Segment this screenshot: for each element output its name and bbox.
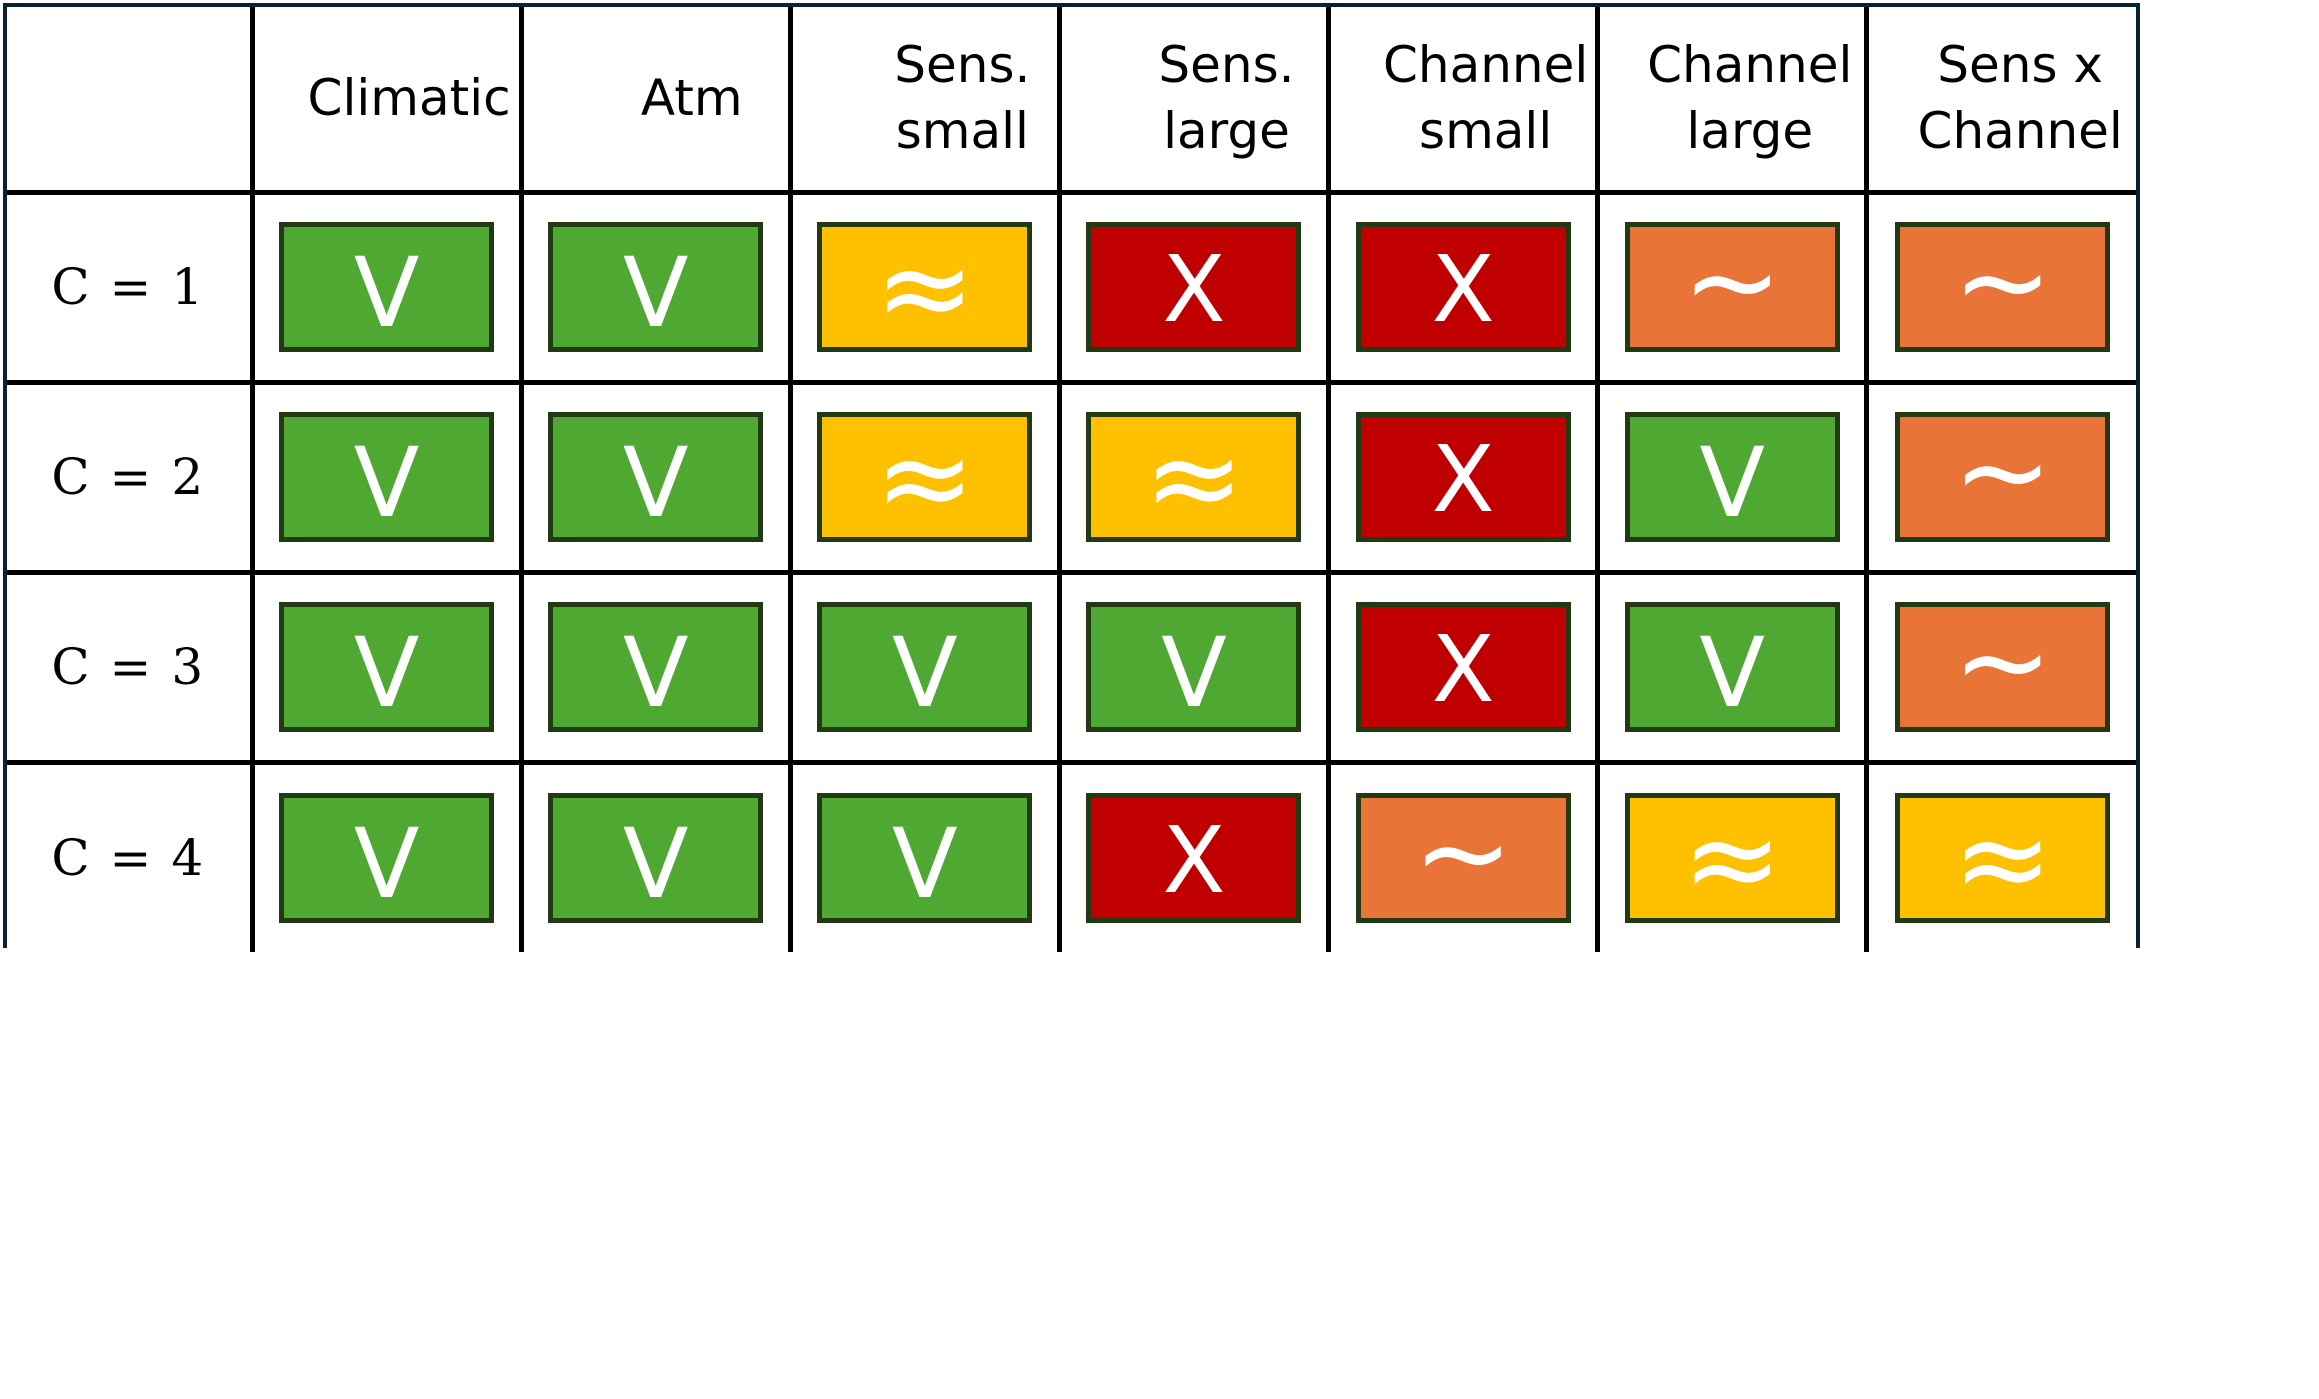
table-cell [1598, 572, 1867, 762]
table-cell [1867, 762, 2136, 952]
tilde-icon: ~ [1681, 213, 1783, 352]
table-row [7, 382, 2136, 572]
check-v-icon: V [1161, 617, 1227, 729]
status-badge [1625, 412, 1840, 542]
status-badge [1625, 790, 1840, 930]
table-cell [1598, 762, 1867, 952]
check-v-icon: V [622, 237, 689, 349]
table-cell [252, 192, 521, 382]
cross-x-icon: X [1431, 616, 1495, 723]
table-cell [521, 572, 790, 762]
check-v-icon: V [892, 617, 958, 729]
approx-icon: ≈ [874, 219, 976, 358]
table-cell [521, 762, 790, 952]
status-badge [1086, 222, 1301, 352]
table-cell [1059, 382, 1328, 572]
check-v-icon: V [353, 808, 420, 921]
check-v-icon: V [353, 237, 420, 349]
table-cell [1059, 762, 1328, 952]
cross-x-icon: X [1162, 236, 1226, 343]
table-cell [790, 572, 1059, 762]
approx-icon: ≈ [1143, 409, 1245, 548]
status-badge [1895, 593, 2110, 732]
status-badge [1895, 213, 2110, 352]
approx-icon: ≈ [1681, 790, 1783, 930]
status-badge [1625, 213, 1840, 352]
table-cell [1059, 572, 1328, 762]
check-v-icon: V [622, 617, 689, 729]
status-badge [1895, 403, 2110, 542]
check-v-icon: V [353, 427, 420, 539]
status-badge [817, 793, 1032, 923]
row-label: C = 4 [7, 762, 252, 952]
status-badge [1086, 409, 1301, 548]
table-cell [790, 762, 1059, 952]
cross-x-icon: X [1431, 426, 1495, 533]
status-badge [1625, 602, 1840, 732]
column-header-climatic: Climatic [252, 7, 521, 192]
status-badge [1086, 793, 1301, 923]
table-cell [521, 382, 790, 572]
column-header-channel-large: Channel large [1598, 7, 1867, 192]
table-cell [521, 192, 790, 382]
check-v-icon: V [353, 617, 420, 729]
table-row [7, 762, 2136, 952]
check-v-icon: V [622, 427, 689, 539]
status-badge [279, 793, 494, 923]
status-badge [1356, 222, 1571, 352]
table-cell [1598, 192, 1867, 382]
cross-x-icon: X [1162, 807, 1226, 915]
matrix-table [7, 7, 2136, 952]
results-table [3, 3, 2140, 948]
status-badge [817, 219, 1032, 358]
tilde-icon: ~ [1952, 213, 2053, 352]
cross-x-icon: X [1431, 236, 1495, 343]
table-cell [1329, 572, 1598, 762]
status-badge [548, 412, 763, 542]
check-v-icon: V [622, 808, 689, 921]
status-badge [1086, 602, 1301, 732]
table-cell [1867, 382, 2136, 572]
table-cell [1867, 572, 2136, 762]
status-badge [279, 222, 494, 352]
table-cell [790, 382, 1059, 572]
table-cell [252, 382, 521, 572]
table-cell [790, 192, 1059, 382]
table-cell [1329, 762, 1598, 952]
tilde-icon: ~ [1952, 403, 2053, 542]
table-cell [252, 572, 521, 762]
column-header-channel-small: Channel small [1329, 7, 1598, 192]
table-cell [252, 762, 521, 952]
check-v-icon: V [1699, 617, 1766, 729]
table-cell [1329, 382, 1598, 572]
check-v-icon: V [1699, 427, 1766, 539]
row-label: C = 2 [7, 382, 252, 572]
status-badge [1356, 412, 1571, 542]
status-badge [1356, 602, 1571, 732]
table-cell [1867, 192, 2136, 382]
column-header-sens-small: Sens. small [790, 7, 1059, 192]
status-badge [817, 409, 1032, 548]
corner-cell [7, 7, 252, 192]
approx-icon: ≈ [874, 409, 976, 548]
status-badge [548, 222, 763, 352]
check-v-icon: V [892, 808, 958, 921]
status-badge [1895, 790, 2110, 930]
table-row [7, 192, 2136, 382]
column-header-sens-x-channel: Sens x Channel [1867, 7, 2136, 192]
column-header-sens-large: Sens. large [1059, 7, 1328, 192]
table-cell [1059, 192, 1328, 382]
tilde-icon: ~ [1952, 593, 2053, 732]
approx-icon: ≈ [1952, 790, 2053, 930]
row-label: C = 3 [7, 572, 252, 762]
header-row [7, 7, 2136, 192]
column-header-atm: Atm [521, 7, 790, 192]
table-cell [1598, 382, 1867, 572]
status-badge [548, 793, 763, 923]
table-cell [1329, 192, 1598, 382]
tilde-icon: ~ [1412, 784, 1514, 924]
status-badge [548, 602, 763, 732]
status-badge [279, 602, 494, 732]
row-label: C = 1 [7, 192, 252, 382]
status-badge [817, 602, 1032, 732]
status-badge [1356, 784, 1571, 924]
status-badge [279, 412, 494, 542]
table-row [7, 572, 2136, 762]
